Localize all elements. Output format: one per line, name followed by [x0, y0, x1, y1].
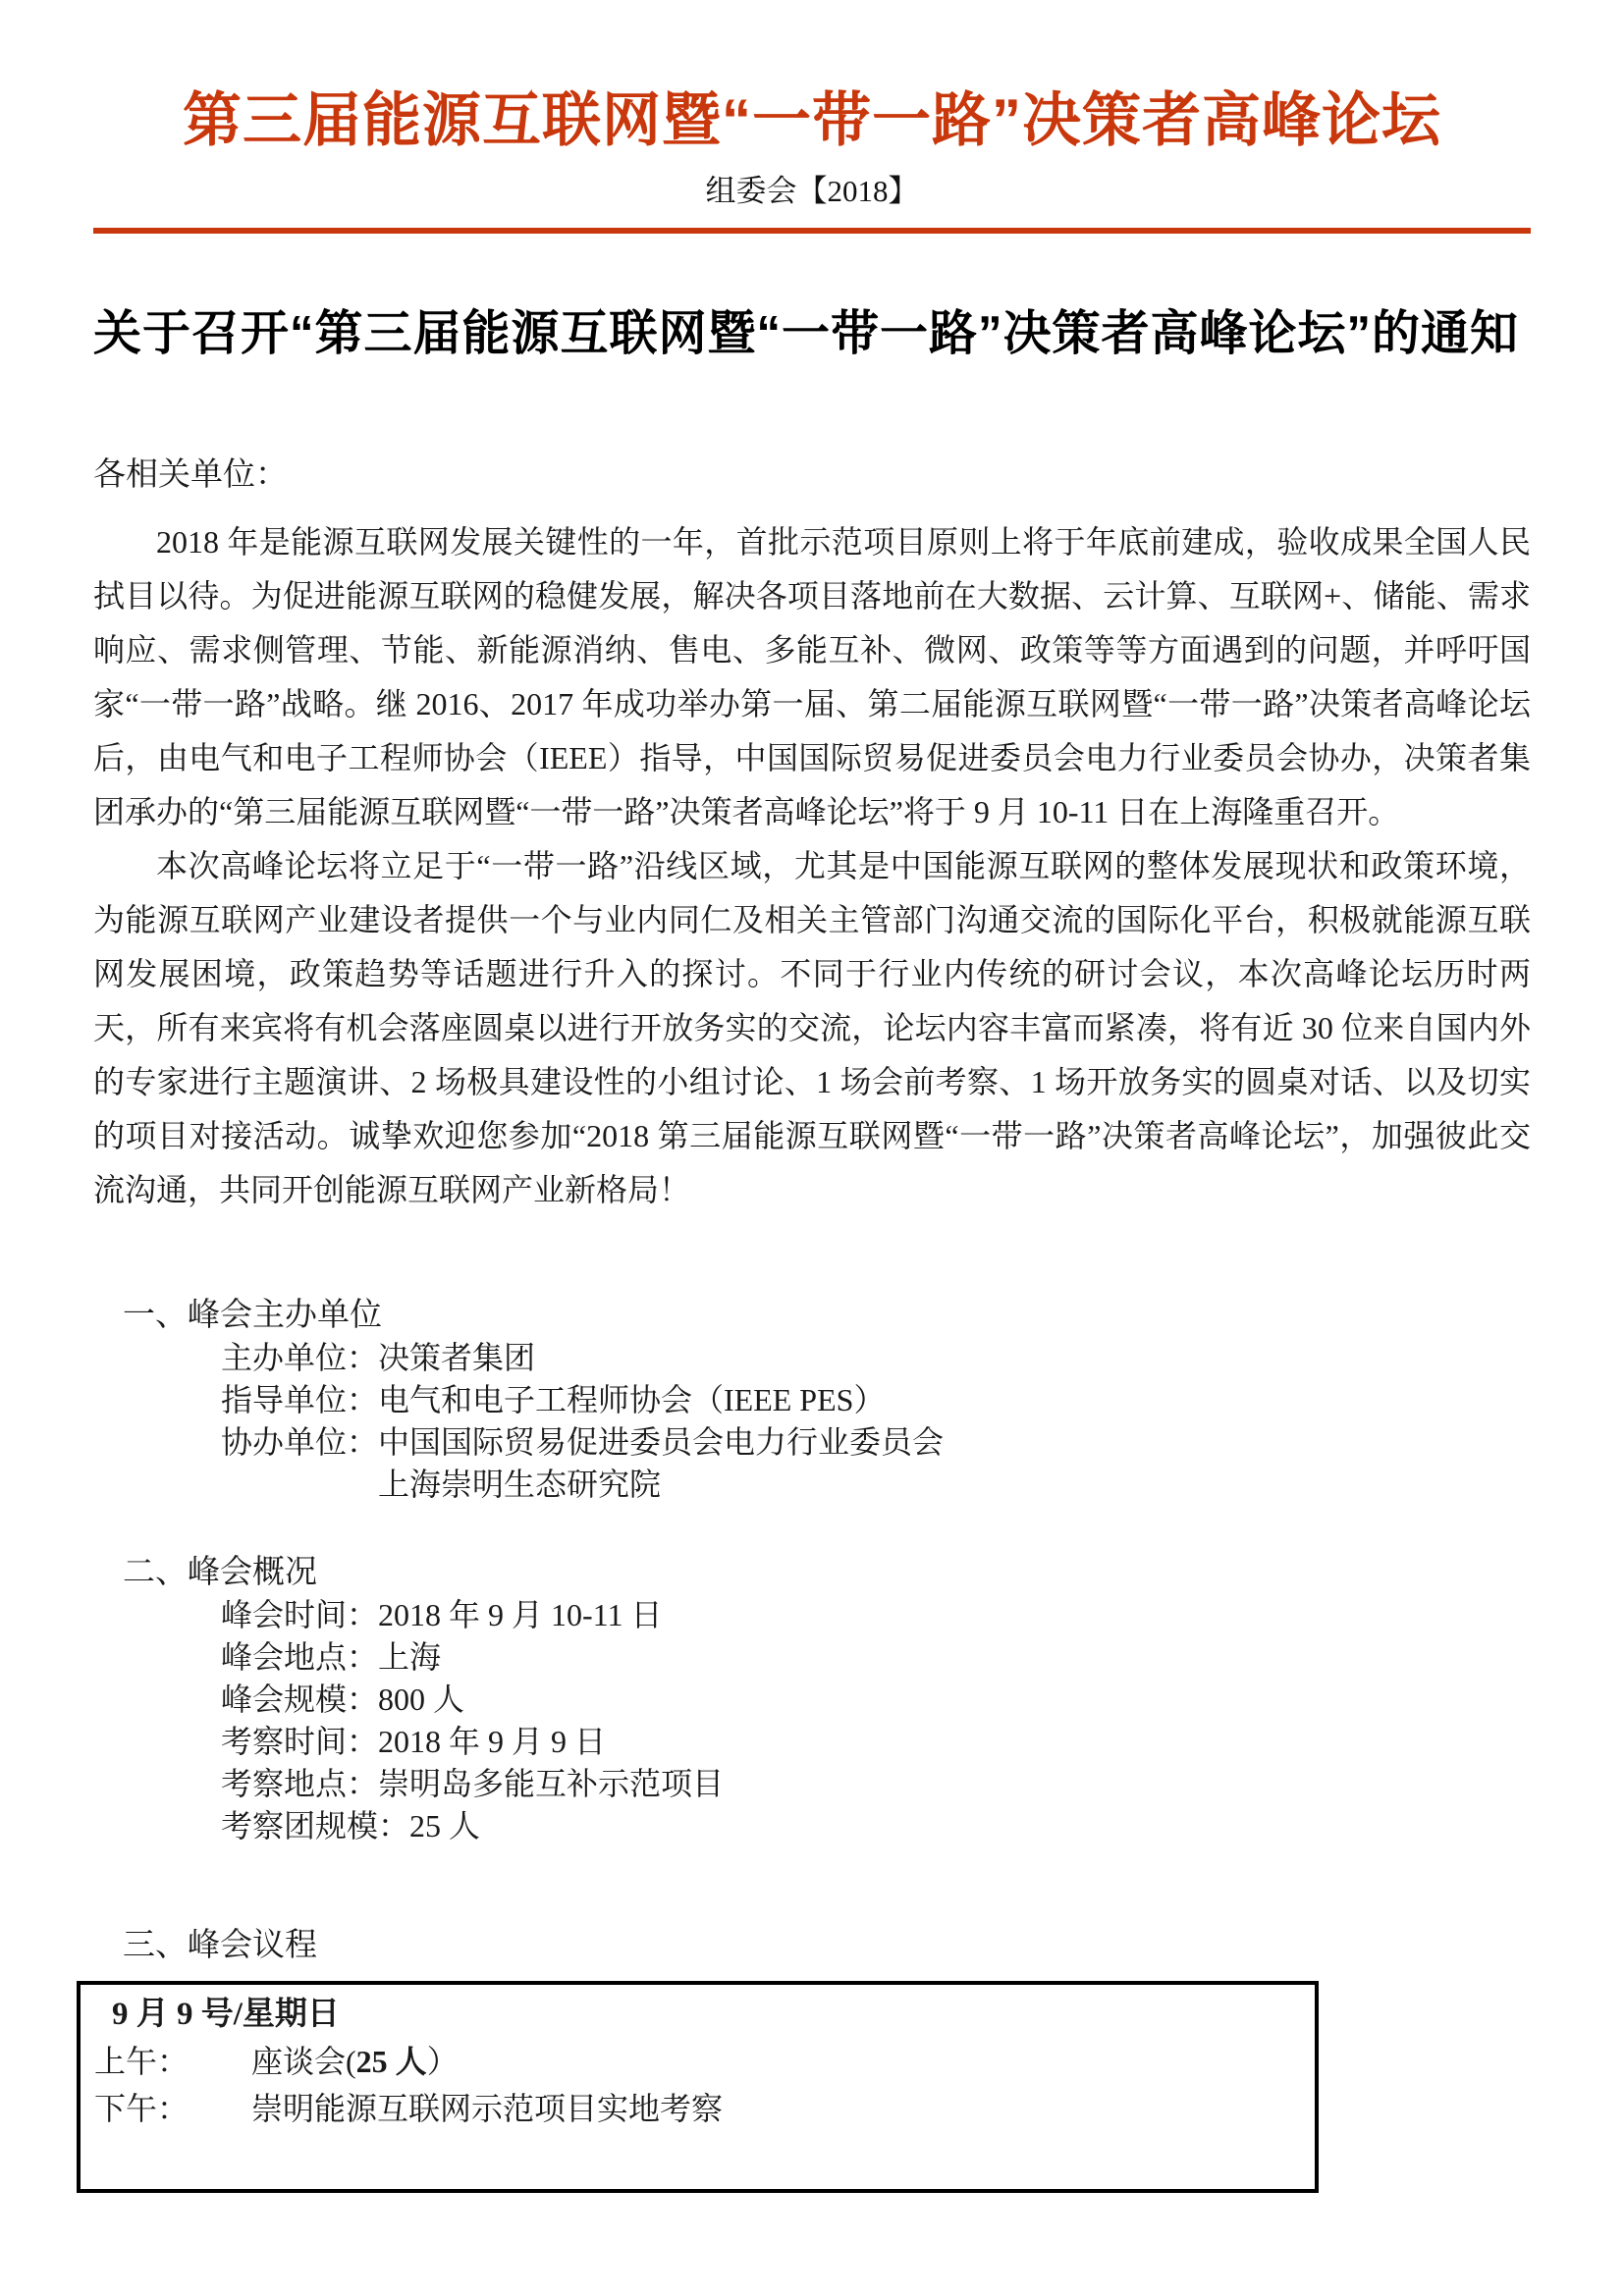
organizer-guidance-line: 指导单位：电气和电子工程师协会（IEEE PES）: [221, 1382, 886, 1417]
paragraph-1: 2018 年是能源互联网发展关键性的一年，首批示范项目原则上将于年底前建成，验收成果全国人民拭目以待。为促进能源互联网的稳健发展，解决各项目落地前在大数据、云计算、互联网+、储能、需求响应、需求侧管理、节能、新能源消纳、售电、多能互补、微网、政策等等方面遇到的问题，并呼吁国家“一带一路”战略。继 2016、2017 年成功举办第一届、第二届能源互联网暨“一带一路”决策者高峰论坛后，由电气和电子工程师协会（IEEE）指导，中国国际贸易促进委员会电力行业委员会协办，决策者集团承办的“第三届能源互联网暨“一带一路”决策者高峰论坛”将于 9 月 10-11 日在上海隆重召开。: [93, 524, 1531, 829]
salutation: 各相关单位：: [93, 457, 288, 493]
agenda-time-morning: 上午：: [94, 2044, 189, 2079]
organizer-coorganizer-line-2: 上海崇明生态研究院: [378, 1467, 662, 1502]
agenda-time-afternoon: 下午：: [94, 2091, 189, 2126]
agenda-row-morning: [86, 2038, 1305, 2085]
section-organizers-heading: 一、峰会主办单位: [123, 1298, 382, 1333]
banner-title: 第三届能源互联网暨“一带一路”决策者高峰论坛: [183, 87, 1441, 153]
banner-subtitle: 组委会【2018】: [705, 174, 919, 208]
section-overview: [93, 1551, 1531, 1847]
agenda-activity-afternoon-text: 崇明能源互联网示范项目实地考察: [251, 2091, 724, 2126]
summit-time-line: 峰会时间：2018 年 9 月 10-11 日: [221, 1597, 663, 1632]
agenda-activity-morning: [251, 2038, 459, 2085]
notice-title: 关于召开“第三届能源互联网暨“一带一路”决策者高峰论坛”的通知: [93, 307, 1520, 360]
section-agenda-heading: 三、峰会议程: [123, 1928, 317, 1963]
summit-location-line: 峰会地点：上海: [221, 1639, 442, 1675]
visit-time-line: 考察时间：2018 年 9 月 9 日: [221, 1724, 607, 1759]
agenda-date-label: 9 月 9 号/星期日: [112, 1997, 340, 2032]
agenda-activity-morning-count: 25 人: [355, 2044, 427, 2079]
agenda-row-afternoon: [86, 2085, 1305, 2132]
visit-location-line: 考察地点：崇明岛多能互补示范项目: [221, 1766, 725, 1801]
paragraph-2: 本次高峰论坛将立足于“一带一路”沿线区域，尤其是中国能源互联网的整体发展现状和政策环境，为能源互联网产业建设者提供一个与业内同仁及相关主管部门沟通交流的国际化平台，积极就能源互联网发展困境，政策趋势等话题进行升入的探讨。不同于行业内传统的研讨会议，本次高峰论坛历时两天，所有来宾将有机会落座圆桌以进行开放务实的交流，论坛内容丰富而紧凑，将有近 30 位来自国内外的专家进行主题演讲、2 场极具建设性的小组讨论、1 场会前考察、1 场开放务实的圆桌对话、以及切实的项目对接活动。诚挚欢迎您参加“2018 第三届能源互联网暨“一带一路”决策者高峰论坛”，加强彼此交流沟通，共同开创能源互联网产业新格局！: [93, 848, 1531, 1207]
agenda-activity-morning-text: 座谈会(: [251, 2044, 356, 2079]
organizer-coorganizer-line: 协办单位：中国国际贸易促进委员会电力行业委员会: [221, 1424, 945, 1460]
section-agenda: [93, 1924, 1531, 2193]
visit-group-scale-line: 考察团规模：25 人: [221, 1808, 481, 1843]
section-overview-heading: 二、峰会概况: [123, 1555, 317, 1590]
organizer-host-line: 主办单位：决策者集团: [221, 1340, 536, 1375]
agenda-table: [77, 1981, 1319, 2193]
header-divider: [93, 228, 1531, 234]
summit-scale-line: 峰会规模：800 人: [221, 1682, 465, 1717]
agenda-activity-morning-suffix: ）: [426, 2044, 459, 2079]
section-organizers: [93, 1294, 1531, 1506]
agenda-activity-afternoon: [251, 2085, 723, 2132]
document-header: [93, 83, 1531, 234]
